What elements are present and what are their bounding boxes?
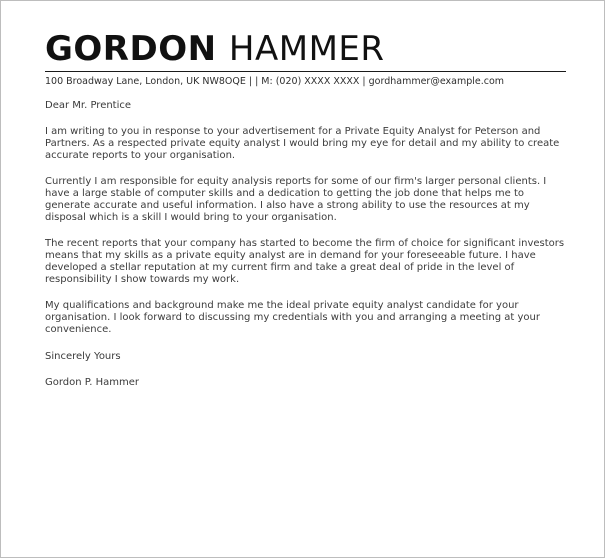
first-name: GORDON <box>45 29 217 69</box>
salutation: Dear Mr. Prentice <box>45 100 132 111</box>
paragraph-4: My qualifications and background make me the ideal private equity analyst candidate for your organisation. I look forward to discussing my credentials with you and arranging a meeting at your convenience. <box>45 300 540 335</box>
contact-line: 100 Broadway Lane, London, UK NW8OQE | | M: (020) XXXX XXXX | gordhammer@example.com <box>45 76 505 87</box>
paragraph-3: The recent reports that your company has started to become the firm of choice for significant investors means that my skills as a private equity analyst are in demand for your foreseeable future. I have developed a stellar reputation at my current firm and take a great deal of pride in the level of responsibility I show towards my work. <box>45 238 565 285</box>
cover-letter <box>45 29 565 389</box>
paragraph-1: I am writing to you in response to your advertisement for a Private Equity Analyst for Peterson and Partners. As a respected private equity analyst I would bring my eye for detail and my ability to create accurate reports to your organisation. <box>45 126 560 161</box>
signature-name: Gordon P. Hammer <box>45 377 140 388</box>
letterhead-name <box>45 29 565 69</box>
last-name: HAMMER <box>228 29 385 69</box>
header-divider <box>45 71 566 72</box>
paragraph-2: Currently I am responsible for equity analysis reports for some of our firm's larger personal clients. I have a large stable of computer skills and a dedication to getting the job done that helps me to generate accurate and useful information. I also have a strong ability to use the resources at my disposal which is a skill I would bring to your organisation. <box>45 176 547 223</box>
closing: Sincerely Yours <box>45 351 121 362</box>
